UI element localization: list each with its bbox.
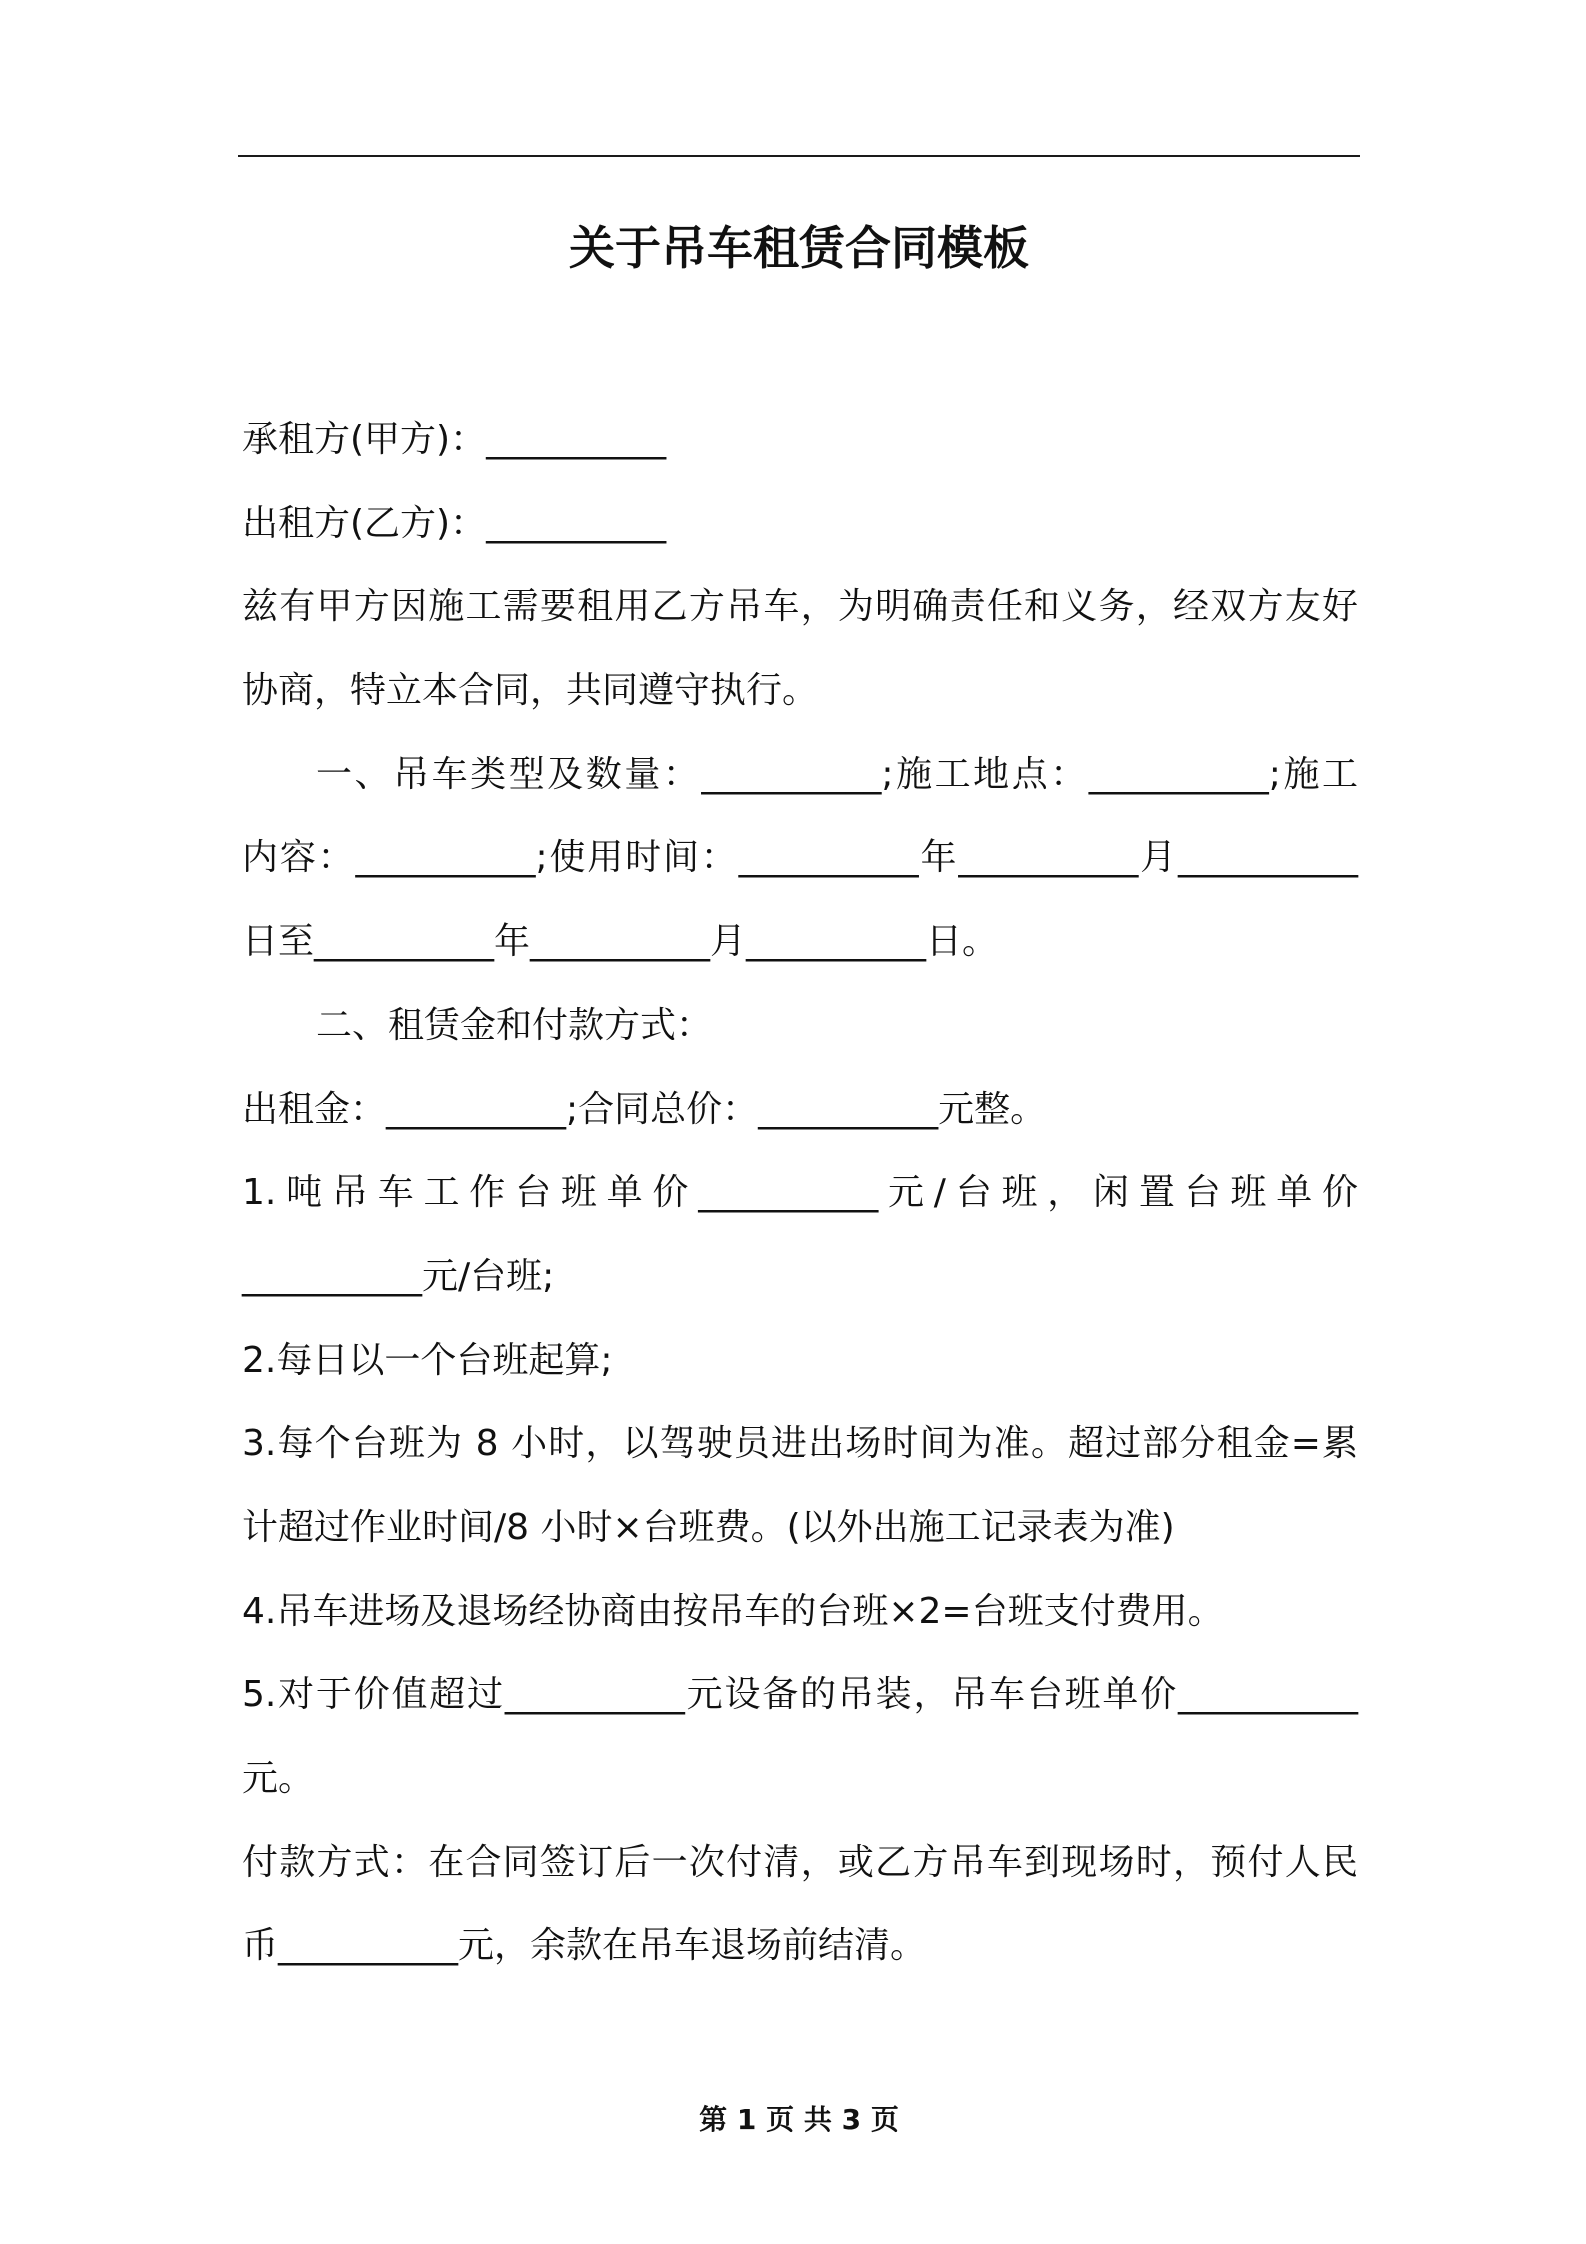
- item-5-high-value: [242, 1653, 1358, 1820]
- text-line: 2.每日以一个台班起算;: [242, 1339, 613, 1381]
- preamble: [242, 565, 1358, 732]
- text-line: __________元/台班;: [242, 1255, 555, 1297]
- text-line: 出租方(乙方)：__________: [242, 502, 667, 544]
- text-line: 出租金：__________;合同总价：__________元整。: [242, 1088, 1047, 1130]
- text-line: 兹有甲方因施工需要租用乙方吊车，为明确责任和义务，经双方友好: [242, 586, 1358, 628]
- text-line: 5.对于价值超过__________元设备的吊装，吊车台班单价__________: [242, 1674, 1358, 1716]
- document-title: 关于吊车租赁合同模板: [569, 221, 1029, 275]
- contract-body: [242, 398, 1358, 1988]
- page-number: 第 1 页 共 3 页: [699, 2103, 899, 2136]
- lessor-party: [242, 482, 1358, 566]
- text-line: 1.吨吊车工作台班单价__________元/台班，闲置台班单价: [242, 1172, 1358, 1214]
- text-line: 一、吊车类型及数量：__________;施工地点：__________;施工: [316, 753, 1358, 795]
- item-4-entry-exit: [242, 1570, 1358, 1654]
- text-line: 承租方(甲方)：__________: [242, 419, 667, 460]
- rent-and-total: [242, 1068, 1358, 1152]
- text-line: 付款方式：在合同签订后一次付清，或乙方吊车到现场时，预付人民: [242, 1841, 1358, 1883]
- lessee-party: [242, 398, 1358, 482]
- text-line: 3.每个台班为 8 小时，以驾驶员进出场时间为准。超过部分租金=累: [242, 1423, 1358, 1465]
- item-1-unit-price: [242, 1151, 1358, 1318]
- payment-method: [242, 1821, 1358, 1988]
- text-line: 币__________元，余款在吊车退场前结清。: [242, 1925, 927, 1967]
- text-line: 协商，特立本合同，共同遵守执行。: [242, 670, 819, 712]
- text-line: 4.吊车进场及退场经协商由按吊车的台班×2=台班支付费用。: [242, 1590, 1224, 1632]
- header-rule: [238, 155, 1360, 157]
- text-line: 计超过作业时间/8 小时×台班费。(以外出施工记录表为准): [242, 1506, 1175, 1548]
- text-line: 元。: [242, 1758, 315, 1799]
- item-2-daily-shift: [242, 1319, 1358, 1403]
- clause-1-crane-type: [242, 733, 1358, 984]
- text-line: 日至__________年__________月__________日。: [242, 921, 998, 963]
- item-3-shift-hours: [242, 1402, 1358, 1569]
- text-line: 内容：__________;使用时间：__________年__________月__________: [242, 837, 1358, 879]
- clause-2-heading: [242, 984, 1358, 1068]
- text-line: 二、租赁金和付款方式：: [316, 1004, 713, 1046]
